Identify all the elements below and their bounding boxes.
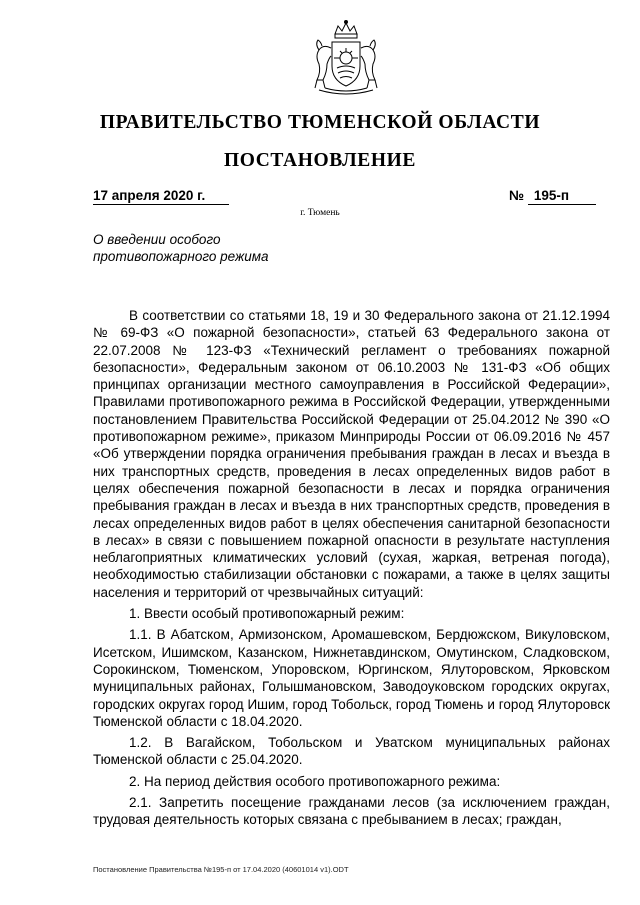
clause-paragraph: 1. Ввести особый противопожарный режим: bbox=[129, 606, 405, 622]
number-value: 195-п bbox=[528, 188, 596, 205]
number-sign: № bbox=[509, 188, 525, 203]
preamble-paragraph: В соответствии со статьями 18, 19 и 30 Федерального закона от 21.12.1994 № 69-ФЗ «О пожарной безопасности», статьей 63 Федерального закона от 22.07.2008 № 123-ФЗ «Технический регламент о требованиях пожарной безопасности», Федеральным законом от 06.10.2003 № 131-ФЗ «Об общих принципах организации местного самоуправления в Российской Федерации», Правилами противопожарного режима в Российской Федерации, утвержденными постановлением Правительства Российской Федерации от 25.04.2012 № 390 «О противопожарном режиме», приказом Минприроды России от 06.09.2016 № 457 «Об утверждении порядка ограничения пребывания граждан в лесах и въезда в них транспортных средств, проведения в лесах определенных видов работ в целях обеспечения пожарной безопасности в лесах и порядка ограничения пребывания граждан в лесах и въезда в них транспортных средств, проведения в лесах определенных видов работ в целях обеспечения санитарной безопасности в лесах» в связи с повышением пожарной опасности в результате наступления неблагоприятных климатических условий (сухая, жаркая, ветреная погода), необходимостью стабилизации обстановки с пожарами, а также в целях защиты населения и территорий от чрезвычайных ситуаций: bbox=[93, 308, 610, 600]
document-body bbox=[93, 307, 610, 833]
clause-paragraph: 1.2. В Вагайском, Тобольском и Уватском муниципальных районах Тюменской области с 25.04.2020. bbox=[93, 735, 610, 768]
document-number bbox=[509, 188, 605, 205]
footer-file-reference: Постановление Правительства №195-п от 17.04.2020 (40601014 v1).ODT bbox=[93, 865, 349, 874]
clause-paragraph: 2.1. Запретить посещение гражданами лесов (за исключением граждан, трудовая деятельность которых связана с пребыванием в лесах; граждан, bbox=[93, 795, 610, 828]
document-date: 17 апреля 2020 г. bbox=[93, 188, 229, 205]
government-title: ПРАВИТЕЛЬСТВО ТЮМЕНСКОЙ ОБЛАСТИ bbox=[99, 112, 541, 133]
subject-line: О введении особого bbox=[93, 232, 221, 247]
document-type: ПОСТАНОВЛЕНИЕ bbox=[223, 150, 417, 171]
document-subject bbox=[93, 231, 269, 265]
subject-line: противопожарного режима bbox=[93, 249, 269, 264]
clause-paragraph: 2. На период действия особого противопожарного режима: bbox=[129, 773, 501, 789]
coat-of-arms-emblem bbox=[305, 18, 387, 100]
issue-city: г. Тюмень bbox=[300, 208, 340, 218]
clause-paragraph: 1.1. В Абатском, Армизонском, Аромашевском, Бердюжском, Викуловском, Исетском, Ишимском, Казанском, Нижнетавдинском, Омутинском, Сладковском, Сорокинском, Тюменском, Упоровском, Юргинском, Ялуторовском, Ярковском муниципальных районах, Голышмановском, Заводоуковском городских округах, городских округах город Ишим, город Тобольск, город Тюмень и город Ялуторовск Тюменской области с 18.04.2020. bbox=[93, 627, 610, 729]
